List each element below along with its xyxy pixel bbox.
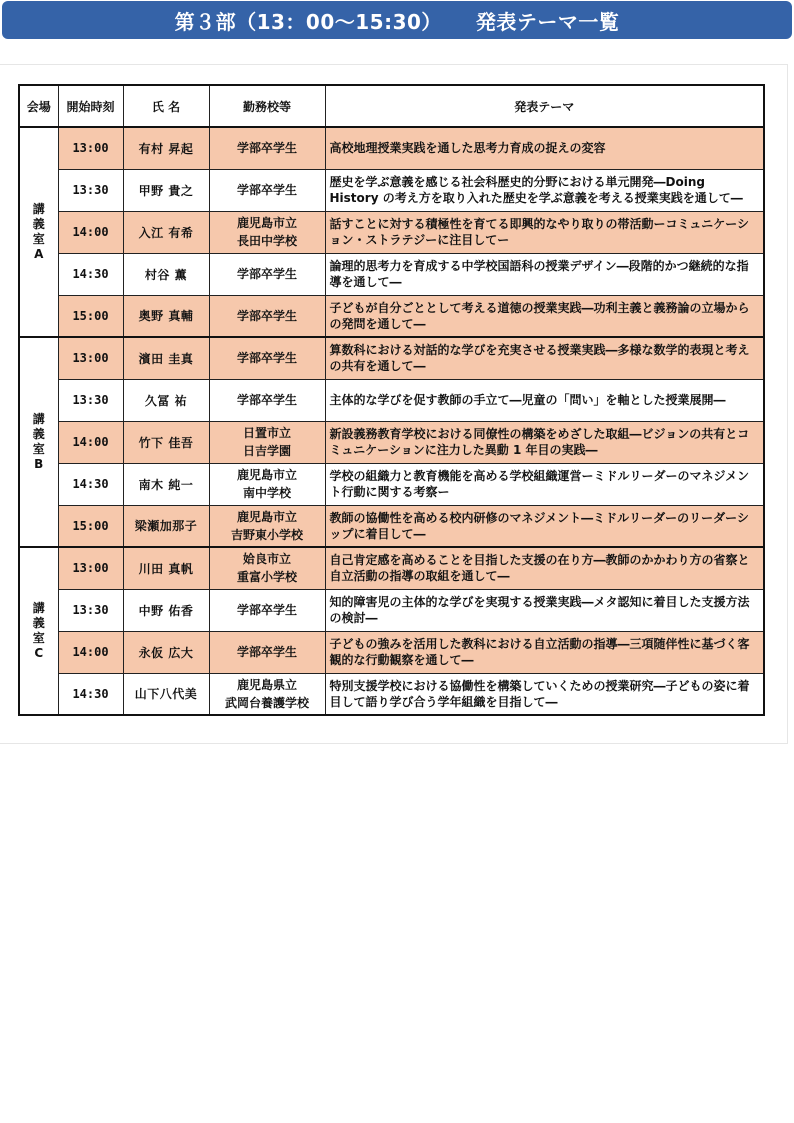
school-line: 学部卒学生: [236, 141, 297, 156]
presenter-name: 南木 純一: [123, 463, 209, 505]
presentation-theme: 教師の協働性を高める校内研修のマネジメント―ミドルリーダーのリーダーシップに着目して―: [325, 505, 764, 547]
school-cell: [209, 295, 325, 337]
school-line: 日置市立: [242, 426, 291, 440]
school-line: 学部卒学生: [236, 351, 297, 366]
table-row: [19, 421, 764, 463]
presentation-theme: 高校地理授業実践を通した思考力育成の捉えの変容: [325, 127, 764, 169]
header-start-time: 開始時刻: [58, 85, 123, 127]
school-cell: [209, 127, 325, 169]
room-label-text: 講義室C: [32, 601, 45, 660]
header-theme: 発表テーマ: [325, 85, 764, 127]
presenter-name: 山下八代美: [123, 673, 209, 715]
room-group: [19, 127, 764, 337]
presenter-name: 梁瀬加那子: [123, 505, 209, 547]
room-label-text: 講義室A: [32, 202, 45, 261]
start-time: 13:00: [58, 127, 123, 169]
presenter-name: 濱田 圭真: [123, 337, 209, 379]
presenter-name: 永仮 広大: [123, 631, 209, 673]
presenter-name: 久冨 祐: [123, 379, 209, 421]
room-label: [19, 547, 58, 715]
presenter-name: 川田 真帆: [123, 547, 209, 589]
table-row: [19, 463, 764, 505]
table-row: [19, 589, 764, 631]
presentation-theme: 話すことに対する積極性を育てる即興的なやり取りの帯活動ーコミュニケーション・ストラテジーに注目してー: [325, 211, 764, 253]
school-line: 学部卒学生: [236, 267, 297, 281]
start-time: 13:30: [58, 589, 123, 631]
school-cell: [209, 505, 325, 547]
start-time: 14:30: [58, 673, 123, 715]
school-line: 鹿児島市立: [236, 509, 297, 524]
school-line: 鹿児島県立: [236, 677, 297, 692]
table-row: [19, 379, 764, 421]
school-line: 学部卒学生: [236, 393, 297, 407]
presenter-name: 竹下 佳吾: [123, 421, 209, 463]
presentation-theme: 特別支援学校における協働性を構築していくための授業研究―子どもの姿に着目して語り学び合う学年組織を目指して―: [325, 673, 764, 715]
presenter-name: 有村 昇起: [123, 127, 209, 169]
table-row: [19, 295, 764, 337]
presentation-theme: 子どもが自分ごととして考える道徳の授業実践―功利主義と義務論の立場からの発問を通して―: [325, 295, 764, 337]
session-title: 第３部（13：00〜15:30）: [174, 9, 442, 34]
school-cell: [209, 379, 325, 421]
start-time: 13:30: [58, 379, 123, 421]
presenter-name: 村谷 薫: [123, 253, 209, 295]
table-row: [19, 673, 764, 715]
school-line: 学部卒学生: [236, 308, 297, 323]
presentation-theme: 算数科における対話的な学びを充実させる授業実践―多様な数学的表現と考えの共有を通して―: [325, 337, 764, 379]
table-row: [19, 337, 764, 379]
page-title: 発表テーマ一覧: [475, 9, 620, 34]
room-label: [19, 127, 58, 337]
school-line: 長田中学校: [236, 234, 297, 248]
presenter-name: 入江 有希: [123, 211, 209, 253]
school-cell: [209, 169, 325, 211]
table-row: [19, 505, 764, 547]
presentation-theme: 子どもの強みを活用した教科における自立活動の指導―三項随伴性に基づく客観的な行動観察を通して―: [325, 631, 764, 673]
presenter-name: 奥野 真輔: [123, 295, 209, 337]
schedule-table: [18, 84, 765, 716]
table-row: [19, 547, 764, 589]
table-row: [19, 631, 764, 673]
start-time: 13:30: [58, 169, 123, 211]
presentation-theme: 学校の組織力と教育機能を高める学校組織運営ーミドルリーダーのマネジメント行動に関する考察ー: [325, 463, 764, 505]
presentation-theme: 知的障害児の主体的な学びを実現する授業実践―メタ認知に着目した支援方法の検討―: [325, 589, 764, 631]
school-cell: [209, 253, 325, 295]
school-line: 学部卒学生: [236, 183, 297, 197]
school-cell: [209, 547, 325, 589]
title-banner: [2, 1, 792, 39]
school-cell: [209, 631, 325, 673]
table-row: [19, 253, 764, 295]
header-venue: 会場: [19, 85, 58, 127]
start-time: 14:30: [58, 253, 123, 295]
start-time: 13:00: [58, 547, 123, 589]
start-time: 14:00: [58, 421, 123, 463]
room-label-text: 講義室B: [32, 412, 45, 471]
start-time: 15:00: [58, 505, 123, 547]
start-time: 14:00: [58, 211, 123, 253]
table-row: [19, 211, 764, 253]
start-time: 15:00: [58, 295, 123, 337]
school-line: 重富小学校: [236, 570, 297, 585]
school-line: 日吉学園: [242, 444, 291, 458]
presentation-theme: 論理的思考力を育成する中学校国語科の授業デザイン―段階的かつ継続的な指導を通して―: [325, 253, 764, 295]
school-line: 姶良市立: [242, 552, 291, 567]
start-time: 14:00: [58, 631, 123, 673]
start-time: 13:00: [58, 337, 123, 379]
presentation-theme: 主体的な学びを促す教師の手立て―児童の「問い」を軸とした授業展開―: [325, 379, 764, 421]
school-cell: [209, 673, 325, 715]
school-cell: [209, 589, 325, 631]
school-cell: [209, 463, 325, 505]
school-cell: [209, 211, 325, 253]
table-row: [19, 127, 764, 169]
room-group: [19, 547, 764, 715]
school-line: 鹿児島市立: [236, 468, 297, 482]
school-line: 吉野東小学校: [230, 527, 303, 542]
school-line: 学部卒学生: [236, 645, 297, 659]
presenter-name: 中野 佑香: [123, 589, 209, 631]
presenter-name: 甲野 貴之: [123, 169, 209, 211]
school-line: 鹿児島市立: [236, 216, 297, 230]
presentation-theme: 新設義務教育学校における同僚性の構築をめざした取組―ビジョンの共有とコミュニケーションに注力した異動 1 年目の実践―: [325, 421, 764, 463]
start-time: 14:30: [58, 463, 123, 505]
room-group: [19, 337, 764, 547]
header-name: 氏 名: [123, 85, 209, 127]
school-line: 学部卒学生: [236, 603, 297, 617]
school-cell: [209, 421, 325, 463]
room-label: [19, 337, 58, 547]
presentation-theme: 歴史を学ぶ意義を感じる社会科歴史的分野における単元開発―Doing History の考え方を取り入れた歴史を学ぶ意義を考える授業実践を通して―: [325, 169, 764, 211]
presentation-theme: 自己肯定感を高めることを目指した支援の在り方―教師のかかわり方の省察と自立活動の指導の取組を通して―: [325, 547, 764, 589]
header-school: 勤務校等: [209, 85, 325, 127]
table-row: [19, 169, 764, 211]
school-line: 武岡台養護学校: [224, 695, 309, 710]
school-line: 南中学校: [242, 486, 291, 500]
table-header-row: [19, 85, 764, 127]
school-cell: [209, 337, 325, 379]
